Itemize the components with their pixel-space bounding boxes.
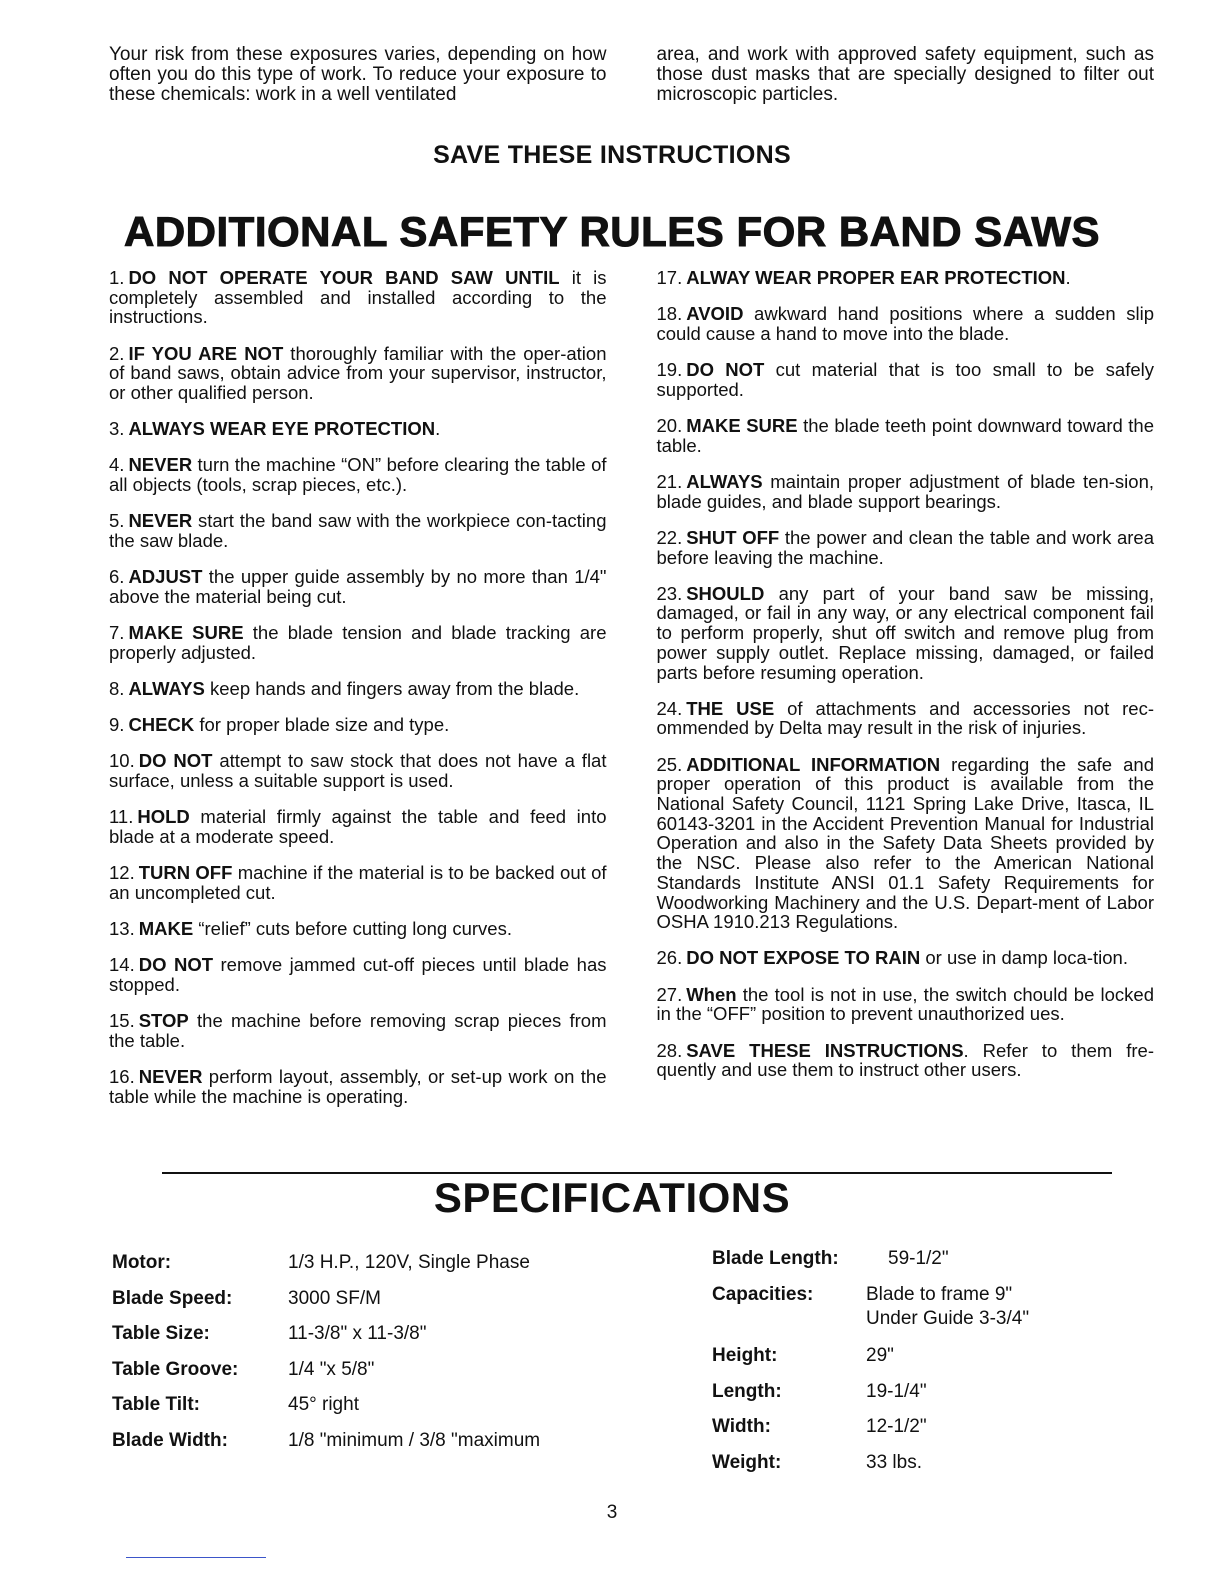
rule-text: keep hands and fingers away from the blade. [204,678,580,700]
safety-rule [109,751,607,790]
spec-value: 1/8 "minimum / 3/8 "maximum [288,1429,541,1451]
rule-number: 24. [656,697,683,719]
safety-rule [109,455,607,494]
spec-label: Blade Length: [712,1248,839,1269]
rule-keyword: HOLD [137,806,190,828]
safety-rules-title: ADDITIONAL SAFETY RULES FOR BAND SAWS [124,208,1100,255]
rule-number: 17. [656,267,683,288]
spec-value: 12-1/2" [866,1416,927,1437]
rule-text: the blade teeth point downward toward the table. [656,415,1155,456]
rule-number: 19. [656,359,683,381]
spec-row [112,1359,672,1395]
safety-rule [109,955,607,994]
rule-text: . [1065,267,1071,288]
intro-left-text: Your risk from these exposures varies, depending on how often you do this type of work. To reduce your exposure to these chemicals: work in a well ventilated [109,44,607,105]
rule-text: . Refer to them fre-quently and use them to instruct other users. [656,1039,1154,1081]
intro-right-text: area, and work with approved safety equipment, such as those dust masks that are specially designed to filter out microscopic particles. [656,44,1154,105]
safety-rule [657,755,1155,932]
spec-label: Width: [712,1416,771,1437]
safety-rule [109,567,607,606]
safety-rule [657,948,1155,968]
rule-text: the blade tension and blade tracking are properly adjusted. [109,622,607,663]
safety-rule [109,1011,607,1050]
safety-rule [657,472,1155,511]
safety-rule [109,919,607,939]
rule-number: 9. [109,714,125,736]
spec-value [866,1284,1029,1345]
rule-keyword: ALWAYS [686,470,763,492]
rule-number: 8. [109,678,125,700]
rule-text: the upper guide assembly by no more than 1/4" above the material being cut. [109,566,607,607]
spec-row-blade-length [712,1248,1162,1284]
rule-text: for proper blade size and type. [194,714,450,736]
rule-text: maintain proper adjustment of blade ten-sion, blade guides, and blade support bearings. [656,470,1154,512]
rule-keyword: NEVER [128,510,193,532]
rule-number: 22. [656,526,683,548]
rule-keyword: SHUT OFF [686,526,780,548]
rule-text: cut material that is too small to be safely supported. [656,359,1154,400]
rule-number: 11. [109,806,134,828]
safety-rule [657,1041,1155,1080]
rule-number: 25. [656,753,683,775]
safety-rule [109,679,607,699]
rule-number: 23. [656,582,683,604]
rule-number: 5. [109,510,125,532]
rule-keyword: DO NOT [138,750,213,772]
rule-text: . [435,418,441,440]
rule-number: 18. [656,303,683,325]
rule-keyword: ADJUST [128,566,203,588]
spec-row-height [712,1345,1162,1381]
safety-rule [657,416,1155,455]
spec-value: 1/4 "x 5/8" [288,1358,375,1380]
spec-label: Motor: [112,1252,172,1273]
rule-text: remove jammed cut-off pieces until blade has stopped. [109,954,607,996]
rule-text: the machine before removing scrap pieces from the table. [109,1010,607,1051]
rule-text: start the band saw with the workpiece con-tacting the saw blade. [109,510,607,552]
rule-text: any part of your band saw be missing, damaged, or fail in any way, or any electrical component fail to perform properly, shut off switch and remove plug from power supply outlet. Replace missing, damaged, or failed parts before resuming operation. [656,582,1154,683]
rule-keyword: ALWAYS WEAR EYE PROTECTION [128,418,436,440]
specifications-title: SPECIFICATIONS [433,1174,791,1221]
spec-label: Blade Width: [112,1429,228,1451]
spec-row-length [712,1381,1162,1417]
rule-text: the tool is not in use, the switch chould be locked in the “OFF” position to prevent unauthorized ues. [656,983,1154,1025]
safety-rule [657,699,1155,738]
rule-number: 20. [656,415,683,437]
rule-keyword: DO NOT EXPOSE TO RAIN [686,947,921,969]
rule-keyword: DO NOT OPERATE YOUR BAND SAW UNTIL [128,267,560,288]
rule-text: regarding the safe and proper operation of this product is available from the National Safety Council, 1121 Spring Lake Drive, Itasca, IL 60143-3201 in the Accident Prevention Manual for Industrial Operation and also in the Safety Data Sheets provided by the NSC. Please also refer to the American National Standards Institute ANSI 01.1 Safety Requirements for Woodworking Machinery and the U.S. Depart-ment of Labor OSHA 1910.213 Regulations. [656,753,1155,933]
save-instructions-heading: SAVE THESE INSTRUCTIONS [433,141,791,169]
rule-keyword: ALWAY WEAR PROPER EAR PROTECTION [686,267,1066,288]
spec-value: 45° right [288,1394,359,1416]
rule-text: it is completely assembled and installed according to the instructions. [109,267,607,328]
safety-rule [109,623,607,662]
spec-row [112,1394,672,1430]
spec-row [112,1252,672,1288]
spec-value: 1/3 H.P., 120V, Single Phase [288,1252,530,1273]
safety-rule [109,419,607,439]
rule-keyword: TURN OFF [138,862,233,884]
rule-number: 14. [109,954,135,976]
rule-keyword: When [686,983,737,1005]
spec-label: Table Groove: [112,1358,239,1380]
rule-text: the power and clean the table and work area before leaving the machine. [656,526,1154,568]
rule-number: 16. [109,1066,135,1088]
safety-rule [109,807,607,846]
rule-number: 2. [109,342,125,364]
spec-row-weight [712,1452,1162,1488]
rule-keyword: NEVER [128,454,193,476]
spec-row-capacities [712,1284,1162,1345]
rule-number: 27. [656,983,683,1005]
rule-keyword: DO NOT [138,954,214,976]
specifications-right-column [712,1248,1162,1487]
rule-number: 7. [109,622,125,644]
rule-number: 6. [109,566,125,588]
safety-rule [657,360,1155,399]
safety-rule [657,528,1155,567]
spec-value: 11-3/8" x 11-3/8" [288,1323,427,1345]
safety-rule [657,268,1155,288]
rule-text: “relief” cuts before cutting long curves. [193,918,512,940]
rule-text: attempt to saw stock that does not have a flat surface, unless a suitable support is used. [109,750,607,792]
spec-label: Capacities: [712,1284,814,1305]
safety-rule [657,985,1155,1024]
rule-text: machine if the material is to be backed out of an uncompleted cut. [109,862,607,903]
spec-label: Blade Speed: [112,1287,233,1309]
rule-text: or use in damp loca-tion. [920,947,1128,969]
safety-rules-left-column [109,268,607,1123]
rule-text: awkward hand positions where a sudden slip could cause a hand to move into the blade. [656,303,1154,344]
rule-text: thoroughly familiar with the oper-ation of band saws, obtain advice from your supervisor, instructor, or other qualified person. [109,342,607,404]
rule-keyword: SAVE THESE INSTRUCTIONS [686,1039,964,1061]
rule-text: turn the machine “ON” before clearing the table of all objects (tools, scrap pieces, etc.). [109,454,607,496]
rule-number: 21. [656,470,683,492]
rule-number: 28. [656,1039,683,1061]
spec-row [112,1288,672,1324]
safety-rule [109,1067,607,1106]
rule-text: perform layout, assembly, or set-up work on the table while the machine is operating. [109,1066,607,1107]
rule-text: material firmly against the table and feed into blade at a moderate speed. [109,806,607,848]
rule-keyword: IF YOU ARE NOT [128,342,284,364]
spec-row [112,1430,672,1466]
rule-number: 10. [109,750,135,772]
safety-rules-right-column [657,268,1155,1123]
spec-label: Height: [712,1345,778,1366]
safety-rule [109,863,607,902]
rule-text: of attachments and accessories not rec-ommended by Delta may result in the risk of injuries. [656,697,1154,739]
safety-rule [109,344,607,403]
safety-rule [657,584,1155,683]
rule-keyword: STOP [138,1010,189,1032]
rule-number: 15. [109,1010,135,1032]
safety-rule [657,304,1155,343]
rule-number: 3. [109,418,125,440]
page-number: 3 [606,1502,618,1523]
capacity-line-frame: Blade to frame 9" [866,1284,1013,1305]
footer-rule [126,1557,266,1558]
rule-number: 1. [109,267,125,288]
rule-keyword: CHECK [128,714,195,736]
rule-keyword: ALWAYS [128,678,205,700]
spec-value: 29" [866,1345,894,1366]
safety-rules-list [109,268,1154,1123]
spec-value: 3000 SF/M [288,1287,381,1309]
spec-row-width [712,1416,1162,1452]
rule-keyword: MAKE [138,918,194,940]
rule-keyword: SHOULD [686,582,765,604]
rule-keyword: ADDITIONAL INFORMATION [686,753,941,775]
spec-label: Table Tilt: [112,1394,200,1416]
spec-row [112,1323,672,1359]
spec-label: Length: [712,1380,782,1402]
safety-rule [109,268,607,327]
rule-number: 12. [109,862,135,884]
rule-keyword: DO NOT [686,359,765,381]
safety-rule [109,715,607,735]
safety-rule [109,511,607,550]
rule-keyword: MAKE SURE [128,622,244,644]
rule-number: 4. [109,454,125,476]
specifications-left-column [112,1252,672,1466]
rule-keyword: NEVER [138,1066,203,1088]
rule-keyword: THE USE [686,697,775,719]
spec-value: 59-1/2" [888,1248,949,1269]
rule-keyword: MAKE SURE [686,415,798,437]
rule-number: 13. [109,918,135,940]
capacity-line-guide: Under Guide 3-3/4" [866,1308,1030,1329]
rule-keyword: AVOID [686,303,744,325]
spec-label: Table Size: [112,1323,210,1345]
spec-label: Weight: [712,1451,782,1473]
spec-value: 19-1/4" [866,1380,927,1402]
intro-paragraph [109,45,1154,105]
rule-number: 26. [656,947,683,969]
spec-value: 33 lbs. [866,1451,922,1473]
